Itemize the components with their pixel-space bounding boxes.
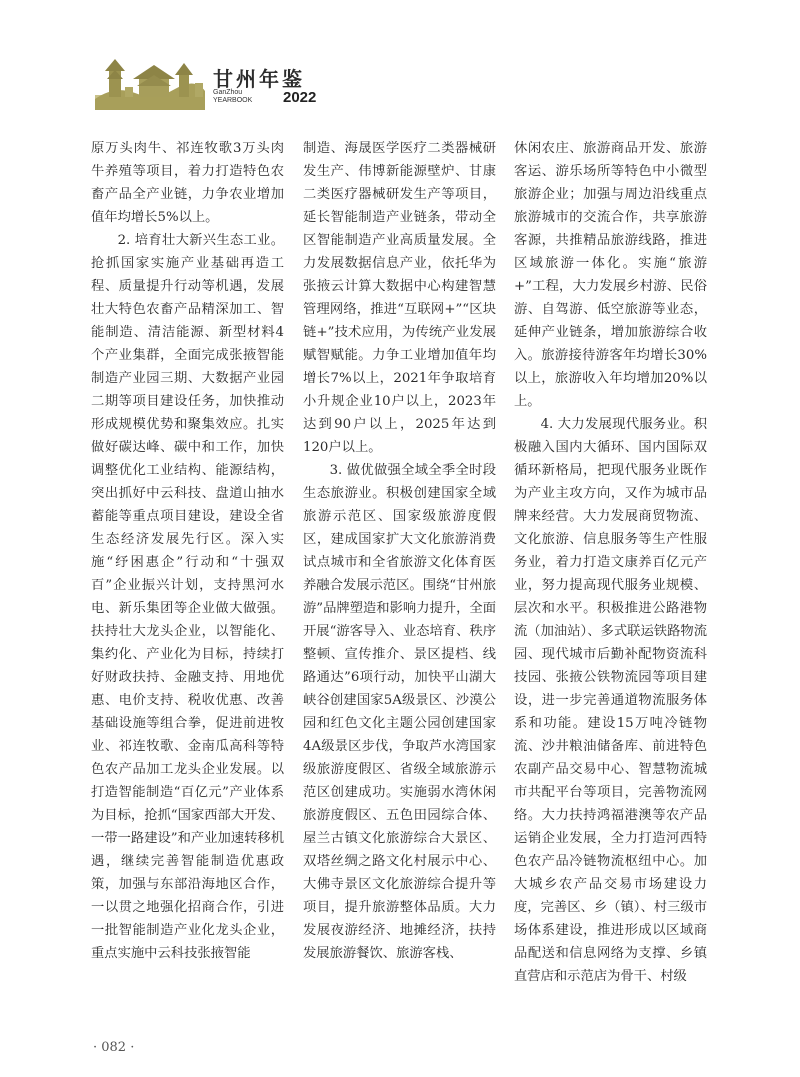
yearbook-subtitle — [213, 89, 252, 105]
subtitle-yearbook: YEARBOOK — [213, 97, 253, 104]
text-column-right — [514, 137, 707, 988]
yearbook-title: 甘州年鉴 — [213, 67, 305, 91]
text-column-left — [91, 137, 284, 965]
subtitle-ganzhou: GanZhou — [213, 89, 243, 96]
city-skyline-emblem-icon — [95, 55, 205, 110]
yearbook-year: 2022 — [283, 89, 317, 106]
paragraph: 4. 大力发展现代服务业。积极融入国内大循环、国内国际双循环新格局，把现代服务业既作为产业主攻方向，又作为城市品牌来经营。大力发展商贸物流、文化旅游、信息服务等生产性服务业，着力打造文康养百亿元产业，努力提高现代服务业规模、层次和水平。积极推进公路港物流（加油站）、多式联运铁路物流园、现代城市后勤补配物资流科技园、张掖公铁物流园等项目建设，进一步完善通道物流服务体系和功能。建设15万吨冷链物流、沙井粮油储备库、前进特色农副产品交易中心、智慧物流城市共配平台等项目，完善物流网络。大力扶持鸿福港澳等农产品运销企业发展，全力打造河西特色农产品冷链物流枢纽中心。加大城乡农产品交易市场建设力度，完善区、乡（镇）、村三级市场体系建设，推进形成以区域商品配送和信息网络为支撑、乡镇直营店和示范店为骨干、村级 — [514, 417, 707, 984]
paragraph: 2. 培育壮大新兴生态工业。抢抓国家实施产业基础再造工程、质量提升行动等机遇，发展壮大特色农畜产品精深加工、智能制造、清洁能源、新型材料4个产业集群，全面完成张掖智能制造产业园三期、大数据产业园二期等项目建设任务，加快推动形成规模优势和聚集效应。扎实做好碳达峰、碳中和工作，加快调整优化工业结构、能源结构，突出抓好中云科技、盘道山抽水蓄能等重点项目建设，建设全省生态经济发展先行区。深入实施“纾困惠企”行动和“十强双百”企业振兴计划，支持黑河水电、新乐集团等企业做大做强。扶持壮大龙头企业，以智能化、集约化、产业化为目标，持续打好财政扶持、金融支持、用地优惠、电价支持、税收优惠、改善基础设施等组合拳，促进前进牧业、祁连牧歌、金南瓜高科等特色农产品加工龙头企业发展。以打造智能制造“百亿元”产业体系为目标，抢抓“国家西部大开发、一带一路建设”和产业加速转移机遇，继续完善智能制造优惠政策，加强与东部沿海地区合作，一以贯之地强化招商合作，引进一批智能制造产业化龙头企业，重点实施中云科技张掖智能 — [91, 233, 284, 961]
yearbook-header — [95, 55, 335, 113]
paragraph: 3. 做优做强全域全季全时段生态旅游业。积极创建国家全域旅游示范区、国家级旅游度假区，建成国家扩大文化旅游消费试点城市和全省旅游文化体育医养融合发展示范区。围绕“甘州旅游”品牌塑造和影响力提升，全面开展“游客导入、业态培育、秩序整顿、宣传推介、景区提档、线路通达”6项行动，加快平山湖大峡谷创建国家5A级景区、沙漠公园和红色文化主题公园创建国家4A级景区步伐，争取芦水湾国家级旅游度假区、省级全域旅游示范区创建成功。实施弱水湾休闲旅游度假区、五色田园综合体、屋兰古镇文化旅游综合大景区、双塔丝绸之路文化村展示中心、大佛寺景区文化旅游综合提升等项目，提升旅游整体品质。大力发展夜游经济、地摊经济，扶持发展旅游餐饮、旅游客栈、 — [303, 463, 496, 961]
text-column-middle — [303, 137, 496, 965]
paragraph: 制造、海晟医学医疗二类器械研发生产、伟博新能源壁炉、甘康二类医疗器械研发生产等项目，延长智能制造产业链条，带动全区智能制造产业高质量发展。全力发展数据信息产业，依托华为张掖云计算大数据中心构建智慧管理网络，推进“互联网+”“区块链+”技术应用，为传统产业发展赋智赋能。力争工业增加值年均增长7%以上，2021年争取培育小升规企业10户以上，2023年达到90户以上，2025年达到120户以上。 — [303, 141, 496, 455]
paragraph: 休闲农庄、旅游商品开发、旅游客运、游乐场所等特色中小微型旅游企业；加强与周边沿线重点旅游城市的交流合作，共享旅游客源，共推精品旅游线路，推进区域旅游一体化。实施“旅游+”工程，大力发展乡村游、民俗游、自驾游、低空旅游等业态，延伸产业链条，增加旅游综合收入。旅游接待游客年均增长30%以上，旅游收入年均增加20%以上。 — [514, 141, 707, 409]
page-number: · 082 · — [93, 1040, 135, 1055]
paragraph: 原万头肉牛、祁连牧歌3万头肉牛养殖等项目，着力打造特色农畜产品全产业链，力争农业增加值年均增长5%以上。 — [91, 141, 284, 225]
